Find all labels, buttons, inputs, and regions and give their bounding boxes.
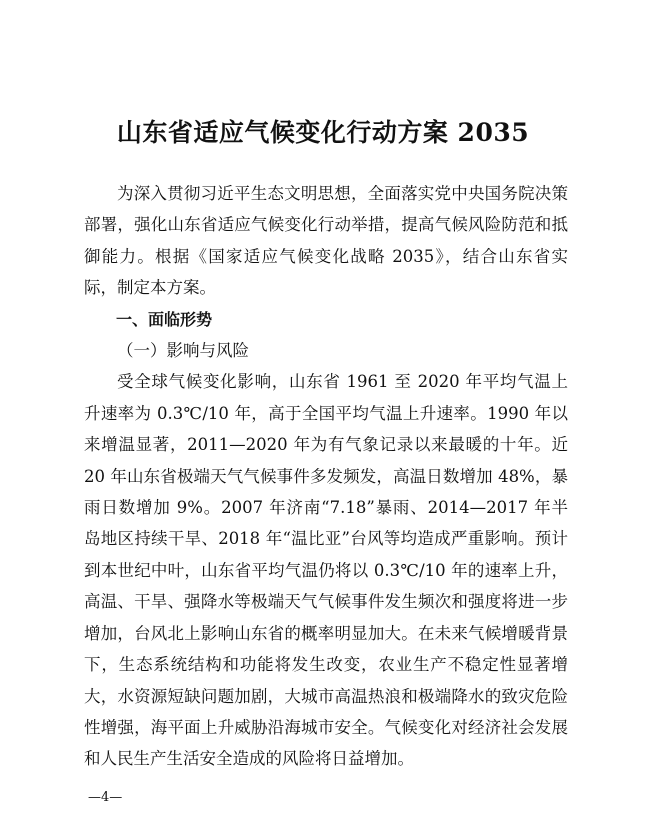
intro-paragraph: 为深入贯彻习近平生态文明思想，全面落实党中央国务院决策部署，强化山东省适应气候变化行动举措，提高气候风险防范和抵御能力。根据《国家适应气候变化战略 2035》，结合山东省实际，制定本方案。 [84,184,568,298]
document-body [84,178,568,775]
page-number: —4— [88,790,123,805]
subsection-paragraph: 受全球气候变化影响，山东省 1961 至 2020 年平均气温上升速率为 0.3℃/10 年，高于全国平均气温上升速率。1990 年以来增温显著，2011—2020 年为有气象记录以来最暖的十年。近 20 年山东省极端天气气候事件多发频发，高温日数增加 48%，暴雨日数增加 9%。2007 年济南“7.18”暴雨、2014—2017 年半岛地区持续干旱、2018 年“温比亚”台风等均造成严重影响。预计到本世纪中叶，山东省平均气温仍将以 0.3℃/10 年的速率上升，高温、干旱、强降水等极端天气气候事件发生频次和强度将进一步增加，台风北上影响山东省的概率明显加大。在未来气候增暖背景下，生态系统结构和功能将发生改变，农业生产不稳定性显著增大，水资源短缺问题加剧，大城市高温热浪和极端降水的致灾危险性增强，海平面上升威胁沿海城市安全。气候变化对经济社会发展和人民生产生活安全造成的风险将日益增加。 [84,372,568,769]
subsection-heading: （一）影响与风险 [117,341,249,361]
section-heading: 一、面临形势 [116,309,213,329]
document-title: 山东省适应气候变化行动方案 2035 [116,118,530,147]
